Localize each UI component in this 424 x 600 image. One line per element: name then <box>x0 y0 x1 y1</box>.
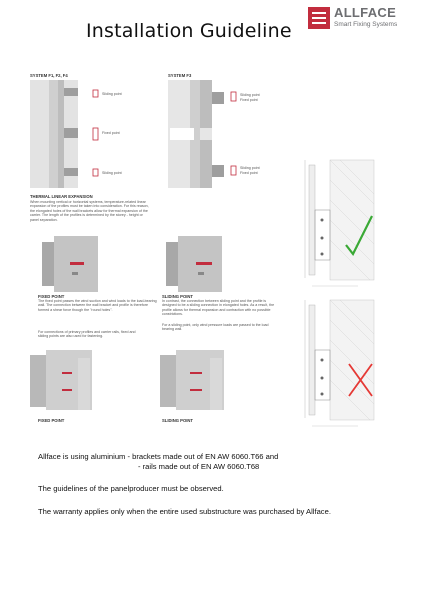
callout-left-sliding-top: Sliding point <box>102 92 122 96</box>
sliding-point-note: For a sliding point, only wind pressure loads are passed to the load bearing wall. <box>162 323 269 332</box>
fixed-point-bracket-drawing <box>42 236 98 292</box>
callout-left-fixed: Fixed point <box>102 131 120 135</box>
sliding-point-bracket-drawing <box>166 236 222 292</box>
callout-right-bottom-sliding: Sliding point <box>240 166 260 170</box>
logo-brand: ALLFACE <box>334 5 397 20</box>
callout-left-sliding-bottom: Sliding point <box>102 171 122 175</box>
callout-right-bottom-fixed: Fixed point <box>240 171 258 175</box>
thermal-text: When mounting vertical or horizontal systems, temperature-related linear expansion of the profiles must be taken into consideration. For this reason, the elongated holes of the wall brackets allow for thermal expansion of the carrier. The length of the profiles is determined by the storey - height or panel separation. <box>30 200 149 222</box>
correct-installation-drawing <box>305 160 374 286</box>
material-line-2: - rails made out of EN AW 6060.T68 <box>138 461 260 471</box>
system-left-heading: SYSTEM F1, F2, F4 <box>30 73 68 78</box>
fixed-point-note: For connections of primary profiles and carrier rails, fixed and sliding points are also used for fastening. <box>38 330 136 339</box>
sliding-point-rail-drawing <box>160 350 224 410</box>
system-right-heading: SYSTEM F3 <box>168 73 192 78</box>
fixed-point-text: The fixed point passes the wind suction and wind loads to the load-bearing wall. The connection between the wall bracket and profile is therefore formed a shear force though the "round holes". <box>38 299 157 312</box>
page-title: Installation Guideline <box>86 20 292 42</box>
warranty-note: The warranty applies only when the entire used substructure was purchased by Allface. <box>38 507 331 516</box>
callout-right-top-sliding: Sliding point <box>240 93 260 97</box>
callout-right-top-fixed: Fixed point <box>240 98 258 102</box>
thermal-heading: THERMAL LINEAR EXPANSION <box>30 194 93 199</box>
material-line-1: Allface is using aluminium - brackets made out of EN AW 6060.T66 and <box>38 452 279 461</box>
fixed-point-heading: FIXED POINT <box>38 294 65 299</box>
system-right-drawing <box>168 80 236 188</box>
material-note <box>38 452 398 471</box>
sliding-point-text: In contrast, the connection between sliding point and the profile is designed to be a sliding connection in elongated holes. As a result, the profile allows for thermal expansion and contraction with no possible constrictions. <box>162 299 275 317</box>
system-left-drawing <box>30 80 98 188</box>
caption-fixed-point: FIXED POINT <box>38 418 65 423</box>
fixed-point-rail-drawing <box>30 350 92 410</box>
incorrect-installation-drawing <box>305 300 374 426</box>
sliding-point-heading: SLIDING POINT <box>162 294 193 299</box>
guideline-note: The guidelines of the panelproducer must be observed. <box>38 484 224 493</box>
logo-tagline: Smart Fixing Systems <box>334 21 398 28</box>
caption-sliding-point: SLIDING POINT <box>162 418 193 423</box>
